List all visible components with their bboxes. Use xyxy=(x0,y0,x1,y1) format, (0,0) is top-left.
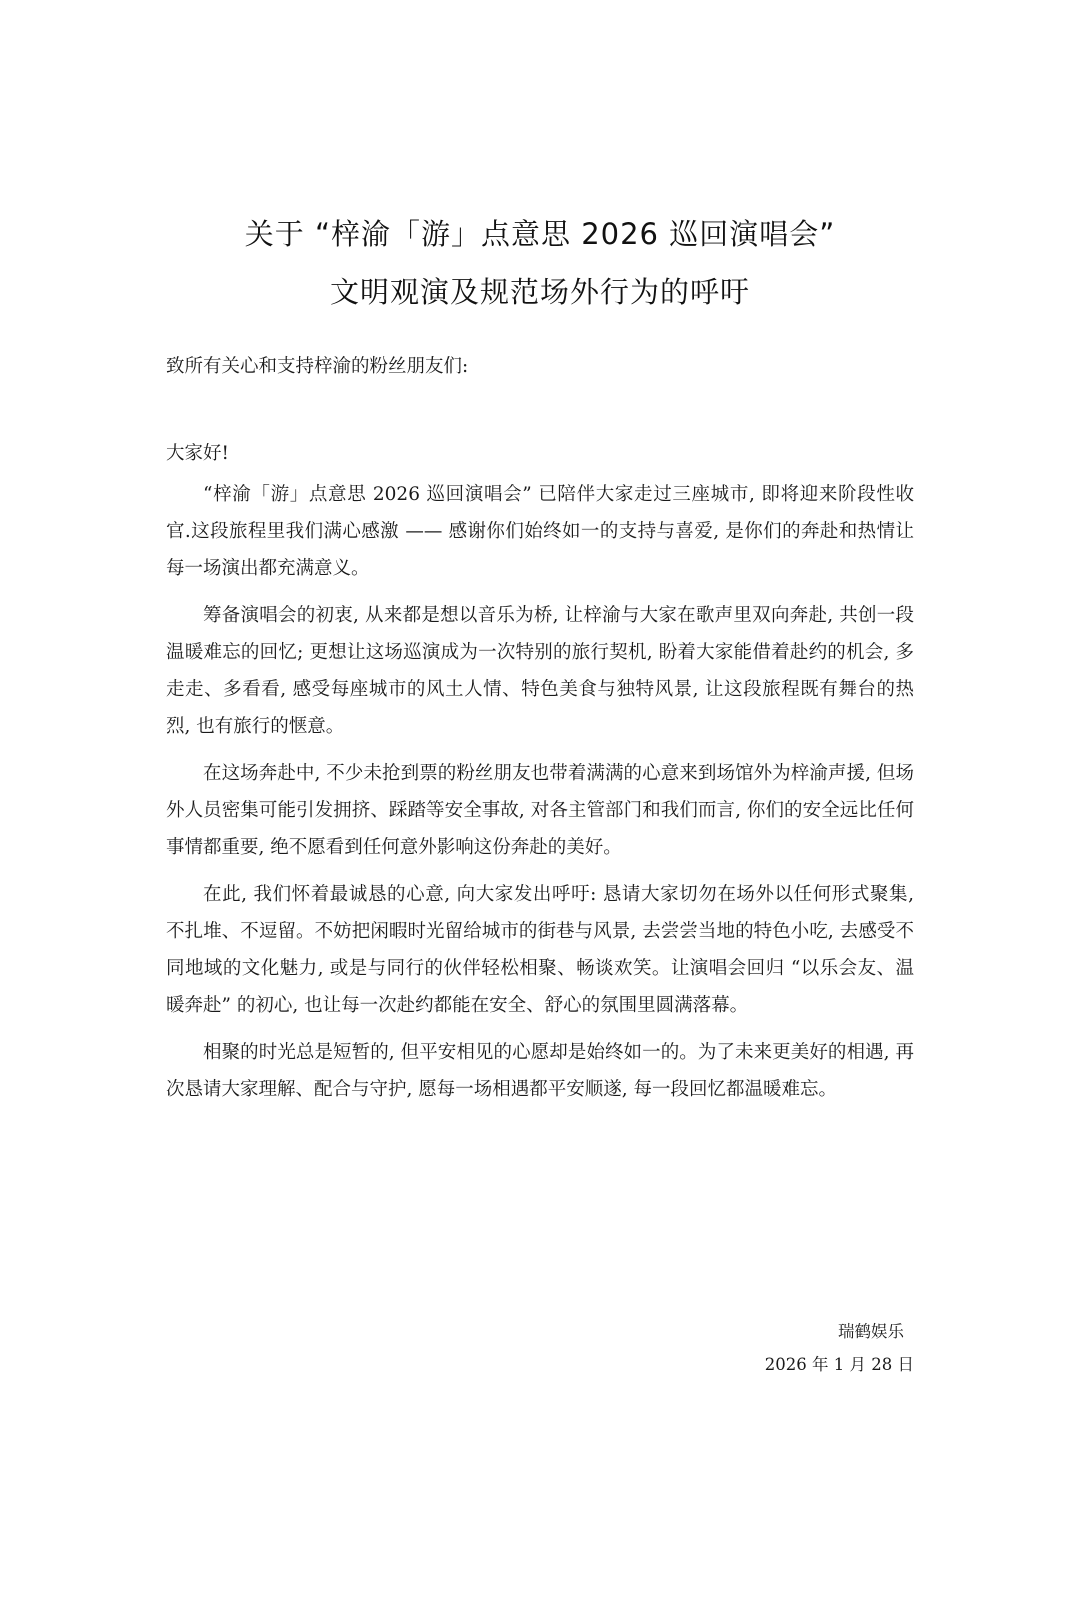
greeting: 大家好! xyxy=(166,443,229,464)
paragraph: 筹备演唱会的初衷, 从来都是想以音乐为桥, 让梓渝与大家在歌声里双向奔赴, 共创一段温暖难忘的回忆; 更想让这场巡演成为一次特别的旅行契机, 盼着大家能借着赴约的机会, 多走走、多看看, 感受每座城市的风土人情、特色美食与独特风景, 让这段旅程既有舞台的热烈, 也有旅行的惬意。 xyxy=(166,605,914,737)
document-date: 2026 年 1 月 28 日 xyxy=(764,1355,914,1374)
paragraph: 在此, 我们怀着最诚恳的心意, 向大家发出呼吁: 恳请大家切勿在场外以任何形式聚集, 不扎堆、不逗留。不妨把闲暇时光留给城市的街巷与风景, 去尝尝当地的特色小吃, 去感受不同地域的文化魅力, 或是与同行的伙伴轻松相聚、畅谈欢笑。让演唱会回归 “以乐会友、温暖奔赴” 的初心, 也让每一次赴约都能在安全、舒心的氛围里圆满落幕。 xyxy=(166,884,914,1016)
document-body xyxy=(166,476,914,1118)
paragraph: 相聚的时光总是短暂的, 但平安相见的心愿却是始终如一的。为了未来更美好的相遇, 再次恳请大家理解、配合与守护, 愿每一场相遇都平安顺遂, 每一段回忆都温暖难忘。 xyxy=(166,1042,914,1100)
paragraph: 在这场奔赴中, 不少未抢到票的粉丝朋友也带着满满的心意来到场馆外为梓渝声援, 但场外人员密集可能引发拥挤、踩踏等安全事故, 对各主管部门和我们而言, 你们的安全远比任何事情都重要, 绝不愿看到任何意外影响这份奔赴的美好。 xyxy=(166,763,914,858)
document-title-line-2: 文明观演及规范场外行为的呼吁 xyxy=(329,275,750,309)
document-title-line-1: 关于 “梓渝「游」点意思 2026 巡回演唱会” xyxy=(244,217,836,251)
paragraph: “梓渝「游」点意思 2026 巡回演唱会” 已陪伴大家走过三座城市, 即将迎来阶段性收官.这段旅程里我们满心感激 —— 感谢你们始终如一的支持与喜爱, 是你们的奔赴和热情让每一场演出都充满意义。 xyxy=(166,484,914,579)
salutation: 致所有关心和支持梓渝的粉丝朋友们: xyxy=(166,356,469,377)
signatory: 瑞鹤娱乐 xyxy=(838,1322,904,1341)
